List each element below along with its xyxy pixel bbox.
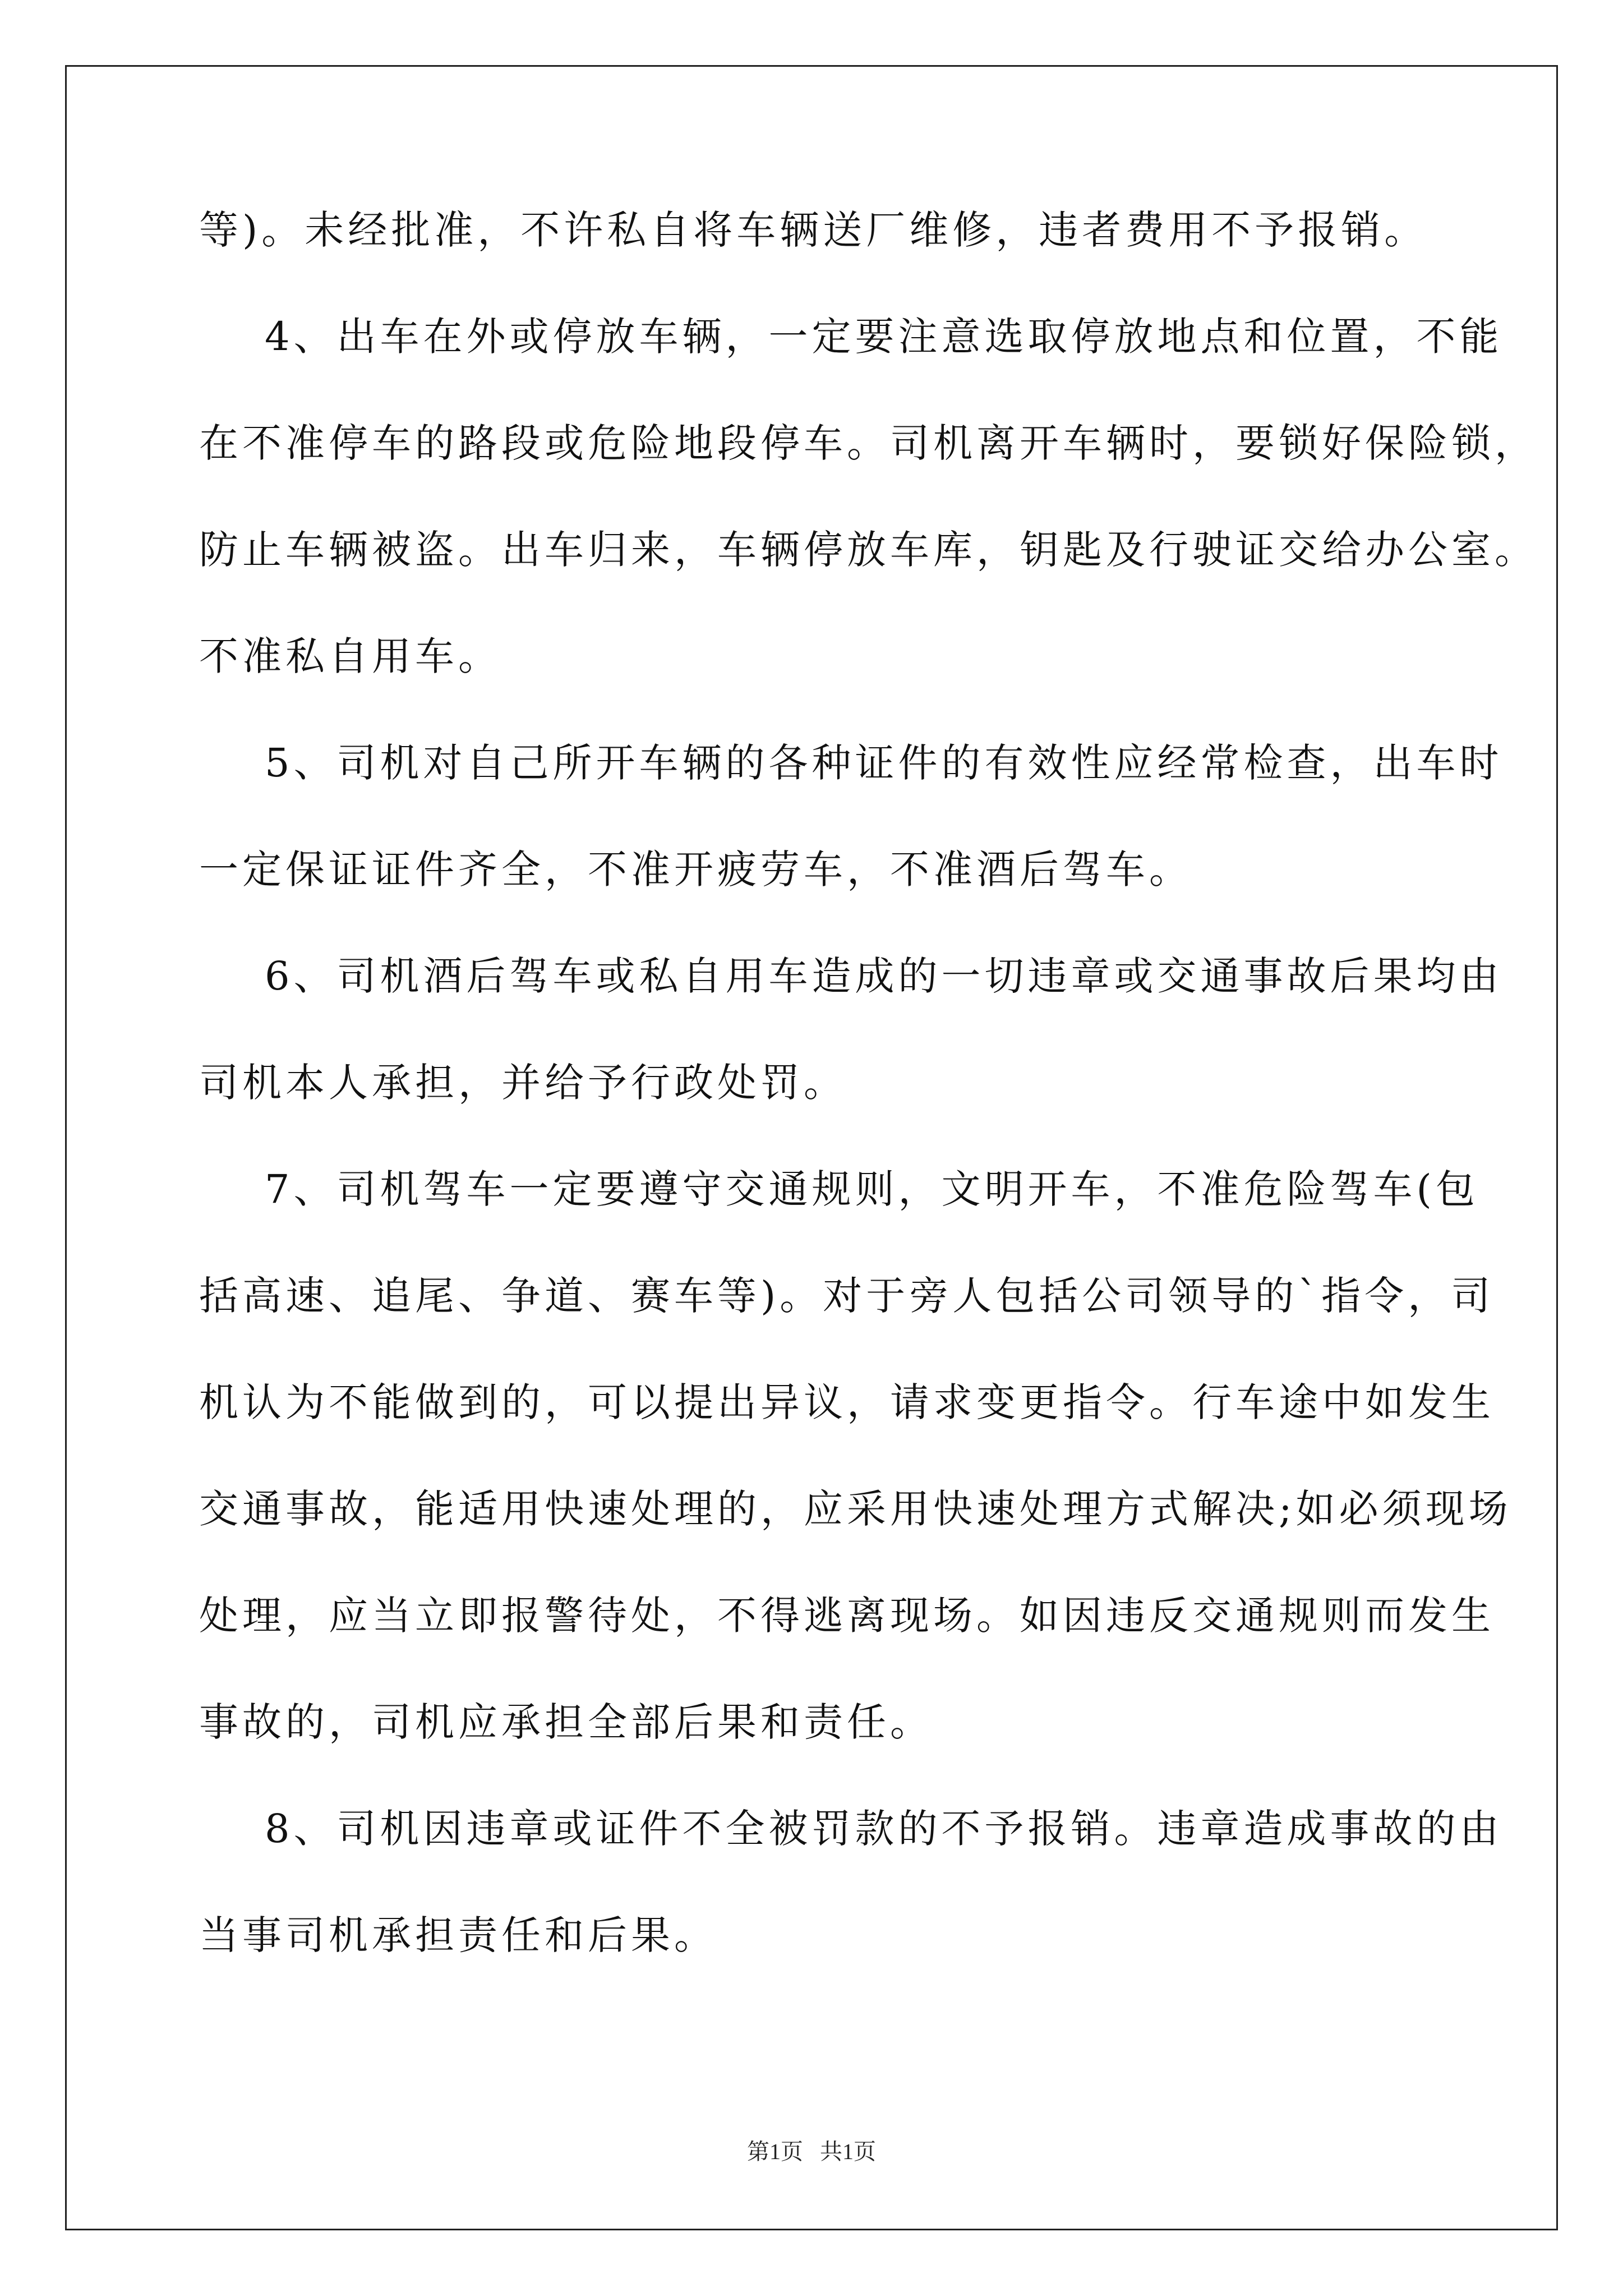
text-line: 5、司机对自己所开车辆的各种证件的有效性应经常检查，出车时 xyxy=(199,740,1503,786)
text-line: 括高速、追尾、争道、赛车等)。对于旁人包括公司领导的`指令，司 xyxy=(199,1273,1495,1319)
text-line: 机认为不能做到的，可以提出异议，请求变更指令。行车途中如发生 xyxy=(199,1379,1495,1425)
page-number-footer: 第1页 共1页 xyxy=(747,2139,876,2164)
text-line: 处理，应当立即报警待处，不得逃离现场。如因违反交通规则而发生 xyxy=(199,1593,1495,1639)
text-line: 在不准停车的路段或危险地段停车。司机离开车辆时，要锁好保险锁， xyxy=(199,420,1538,466)
text-line: 6、司机酒后驾车或私自用车造成的一切违章或交通事故后果均由 xyxy=(199,953,1503,999)
text-line: 等)。未经批准，不许私自将车辆送厂维修，违者费用不予报销。 xyxy=(199,207,1428,253)
text-line: 4、出车在外或停放车辆，一定要注意选取停放地点和位置，不能 xyxy=(199,314,1503,360)
text-line: 当事司机承担责任和后果。 xyxy=(199,1912,717,1958)
text-line: 8、司机因违章或证件不全被罚款的不予报销。违章造成事故的由 xyxy=(199,1806,1503,1852)
text-line: 交通事故，能适用快速处理的，应采用快速处理方式解决;如必须现场 xyxy=(199,1486,1512,1532)
text-line: 7、司机驾车一定要遵守交通规则，文明开车，不准危险驾车(包 xyxy=(199,1166,1479,1212)
text-line: 防止车辆被盗。出车归来，车辆停放车库，钥匙及行驶证交给办公室。 xyxy=(199,527,1538,573)
text-line: 事故的，司机应承担全部后果和责任。 xyxy=(199,1699,933,1745)
text-line: 司机本人承担，并给予行政处罚。 xyxy=(199,1060,847,1106)
text-line: 一定保证证件齐全，不准开疲劳车，不准酒后驾车。 xyxy=(199,846,1192,892)
text-line: 不准私自用车。 xyxy=(199,633,501,679)
page-border xyxy=(65,65,1558,2230)
